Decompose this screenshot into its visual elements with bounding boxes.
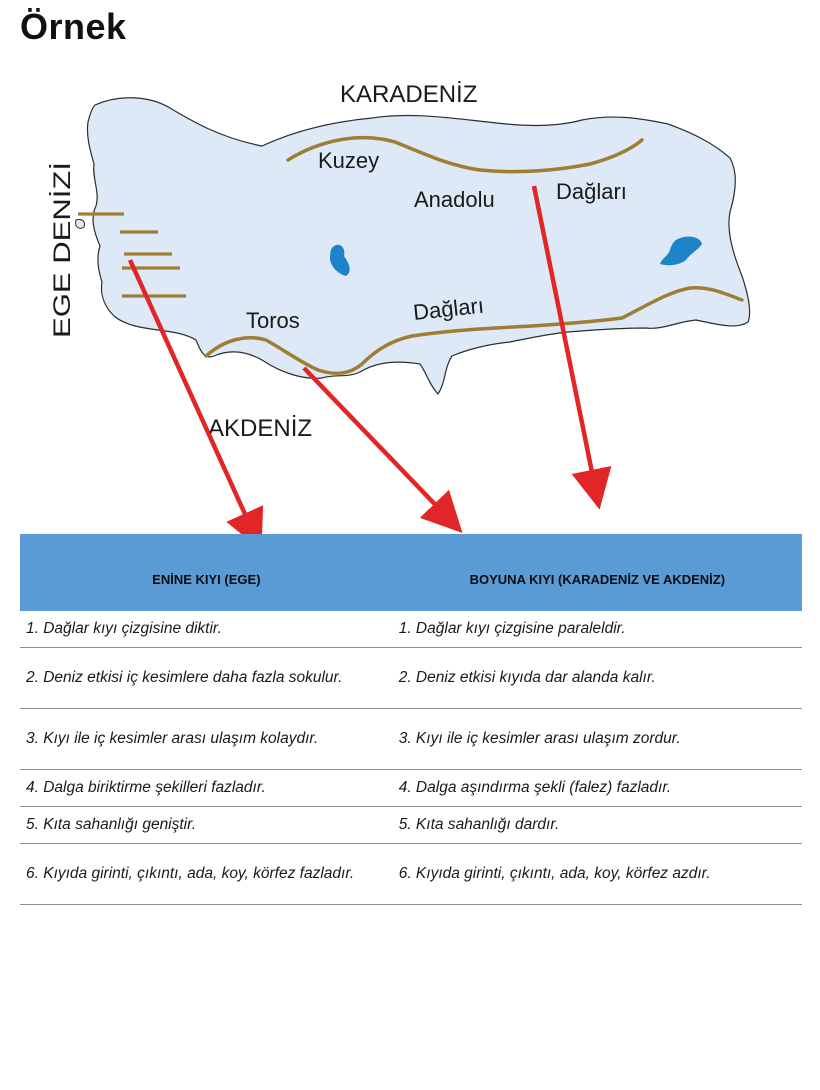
page-title: Örnek [20, 6, 127, 47]
cell-enine: 2. Deniz etkisi iç kesimlere daha fazla sokulur. [20, 648, 393, 709]
table-row [20, 770, 802, 807]
table-row [20, 844, 802, 905]
arrow-toros-to-table [304, 368, 450, 520]
table-row [20, 648, 802, 709]
sea-label-karadeniz: KARADENİZ [340, 81, 478, 108]
cell-boyuna: 6. Kıyıda girinti, çıkıntı, ada, koy, körfez azdır. [393, 844, 802, 905]
turkey-map-figure [0, 60, 820, 540]
mountain-label-daglari-north: Dağları [556, 179, 627, 204]
header-boyuna-kiyi: BOYUNA KIYI (KARADENİZ VE AKDENİZ) [393, 534, 802, 611]
coast-comparison-table [20, 534, 802, 905]
table-row [20, 611, 802, 648]
aegean-island-shape [76, 219, 85, 228]
turkey-map-svg [0, 60, 820, 540]
cell-boyuna: 3. Kıyı ile iç kesimler arası ulaşım zordur. [393, 709, 802, 770]
cell-enine: 5. Kıta sahanlığı geniştir. [20, 807, 393, 844]
cell-boyuna: 1. Dağlar kıyı çizgisine paraleldir. [393, 611, 802, 648]
mountain-label-anadolu: Anadolu [414, 187, 495, 212]
table-row [20, 807, 802, 844]
sea-label-akdeniz: AKDENİZ [208, 415, 313, 442]
sea-label-ege: EGE DENİZİ [49, 201, 76, 338]
table-header-row [20, 534, 802, 611]
table-row [20, 709, 802, 770]
mountain-label-toros: Toros [246, 308, 300, 333]
cell-enine: 3. Kıyı ile iç kesimler arası ulaşım kolaydır. [20, 709, 393, 770]
cell-boyuna: 4. Dalga aşındırma şekli (falez) fazladır. [393, 770, 802, 807]
cell-enine: 1. Dağlar kıyı çizgisine diktir. [20, 611, 393, 648]
cell-boyuna: 5. Kıta sahanlığı dardır. [393, 807, 802, 844]
cell-boyuna: 2. Deniz etkisi kıyıda dar alanda kalır. [393, 648, 802, 709]
header-enine-kiyi: ENİNE KIYI (EGE) [20, 534, 393, 611]
cell-enine: 6. Kıyıda girinti, çıkıntı, ada, koy, körfez fazladır. [20, 844, 393, 905]
mountain-label-kuzey: Kuzey [318, 148, 380, 173]
mountain-label-daglari-south: Dağları [411, 292, 486, 325]
cell-enine: 4. Dalga biriktirme şekilleri fazladır. [20, 770, 393, 807]
turkey-landmass [87, 98, 749, 394]
